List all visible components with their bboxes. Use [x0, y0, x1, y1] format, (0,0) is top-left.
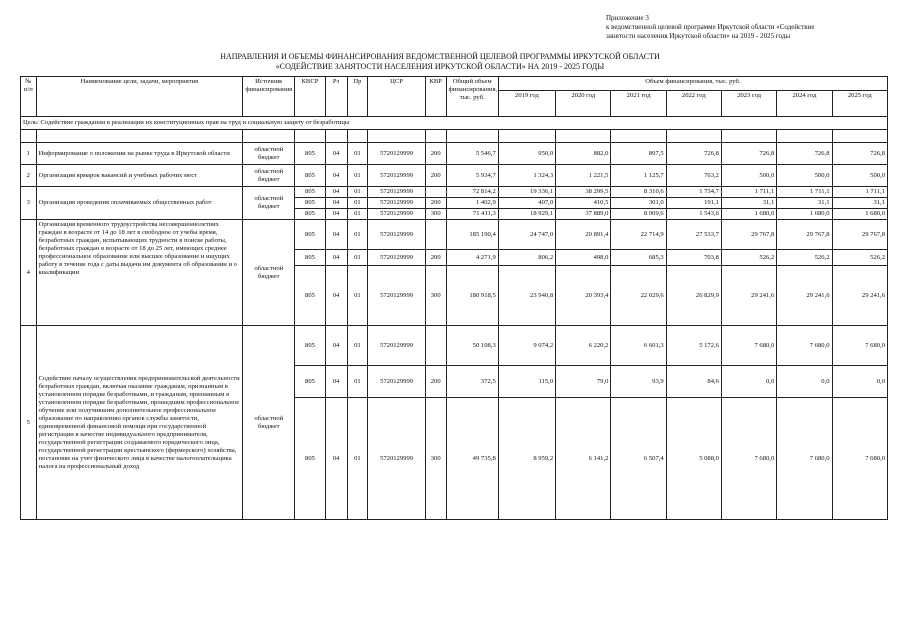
- header-source: Источник финансирования: [243, 77, 295, 117]
- cell-kcsr: 5720129999: [368, 209, 425, 220]
- activity-num: 3: [21, 187, 37, 220]
- cell-2022: 5 088,0: [666, 398, 721, 520]
- cell-kvr: 300: [425, 398, 446, 520]
- cell-kvr: 300: [425, 209, 446, 220]
- cell-2023: 1 711,1: [721, 187, 776, 198]
- cell-pr: 01: [347, 266, 368, 326]
- header-year-2022: 2022 год: [666, 91, 721, 117]
- cell-2021: 22 714,9: [611, 220, 666, 250]
- cell-kvsr: 805: [295, 398, 325, 520]
- cell-rz: 04: [325, 187, 347, 198]
- header-year-2025: 2025 год: [832, 91, 887, 117]
- cell-2019: 8 959,2: [498, 398, 555, 520]
- cell-rz: 04: [325, 198, 347, 209]
- activity-name: Содействие началу осуществления предпринимательской деятельности безработных граждан, включая оказание гражданам, признанным в установленном порядке безработными, и гражданам, признанным в установленном порядке безработными, прошедшим профессиональное обучение или получившим дополнительное профессиональное образование по направлению органов службы занятости, единовременной финансовой помощи при государственной регистрации в качестве индивидуального предпринимателя, государственной регистрации создаваемого юридического лица, государственной регистрации крестьянского (фермерского) хозяйства, постановке на учет физического лица в качестве налогоплательщика налога на профессиональный доход: [36, 326, 243, 520]
- activity-num: 4: [21, 220, 37, 326]
- table-row: [21, 220, 888, 250]
- activity-num: 5: [21, 326, 37, 520]
- cell-pr: 01: [347, 143, 368, 165]
- cell-kvr: [425, 187, 446, 198]
- cell-kcsr: 5720129999: [368, 220, 425, 250]
- cell-2023: 0,0: [721, 366, 776, 398]
- cell-rz: 04: [325, 266, 347, 326]
- header-total: Общий объем финансирования, тыс. руб.: [446, 77, 498, 117]
- cell-2022: 191,1: [666, 198, 721, 209]
- header-num: № п/п: [21, 77, 37, 117]
- cell-2020: 20 891,4: [556, 220, 611, 250]
- header-year-2021: 2021 год: [611, 91, 666, 117]
- cell-kvr: 200: [425, 250, 446, 266]
- cell-2024: 726,8: [777, 143, 832, 165]
- cell-2025: 29 767,8: [832, 220, 887, 250]
- activity-name: Организация проведения оплачиваемых общественных работ: [36, 187, 243, 220]
- document-title: [120, 52, 760, 72]
- cell-kvr: 200: [425, 198, 446, 209]
- table-row: [21, 143, 888, 165]
- cell-rz: 04: [325, 366, 347, 398]
- cell-2020: 79,0: [556, 366, 611, 398]
- cell-2021: 8 009,6: [611, 209, 666, 220]
- cell-2019: 23 940,8: [498, 266, 555, 326]
- cell-kvsr: 805: [295, 250, 325, 266]
- cell-total: 71 411,3: [446, 209, 498, 220]
- cell-2024: 1 711,1: [777, 187, 832, 198]
- header-rz: Рз: [325, 77, 347, 117]
- cell-2024: 500,0: [777, 165, 832, 187]
- cell-kvr: [425, 220, 446, 250]
- funding-source: областной бюджет: [243, 187, 295, 220]
- cell-2024: 0,0: [777, 366, 832, 398]
- cell-kcsr: 5720129999: [368, 250, 425, 266]
- cell-2022: 763,2: [666, 165, 721, 187]
- cell-2020: 498,0: [556, 250, 611, 266]
- cell-kvsr: 805: [295, 187, 325, 198]
- cell-kcsr: 5720129999: [368, 143, 425, 165]
- cell-2022: 703,8: [666, 250, 721, 266]
- cell-2023: 500,0: [721, 165, 776, 187]
- cell-2022: 1 543,6: [666, 209, 721, 220]
- cell-2025: 29 241,6: [832, 266, 887, 326]
- cell-kcsr: 5720129999: [368, 326, 425, 366]
- header-year-2020: 2020 год: [556, 91, 611, 117]
- cell-kcsr: 5720129999: [368, 187, 425, 198]
- cell-2022: 84,6: [666, 366, 721, 398]
- cell-2022: 26 829,9: [666, 266, 721, 326]
- cell-2021: 93,9: [611, 366, 666, 398]
- cell-2025: 7 680,0: [832, 326, 887, 366]
- cell-rz: 04: [325, 250, 347, 266]
- cell-2021: 685,3: [611, 250, 666, 266]
- cell-kvr: 200: [425, 165, 446, 187]
- cell-total: 5 546,7: [446, 143, 498, 165]
- cell-total: 72 814,2: [446, 187, 498, 198]
- cell-total: 1 402,9: [446, 198, 498, 209]
- cell-2020: 6 141,2: [556, 398, 611, 520]
- header-kvr: КВР: [425, 77, 446, 117]
- cell-2020: 37 889,0: [556, 209, 611, 220]
- activity-name: Организация ярмарок вакансий и учебных рабочих мест: [36, 165, 243, 187]
- cell-2021: 6 507,4: [611, 398, 666, 520]
- cell-pr: 01: [347, 198, 368, 209]
- cell-2024: 1 680,0: [777, 209, 832, 220]
- cell-2019: 18 929,1: [498, 209, 555, 220]
- cell-pr: 01: [347, 187, 368, 198]
- cell-2020: 410,5: [556, 198, 611, 209]
- cell-2023: 29 767,8: [721, 220, 776, 250]
- cell-rz: 04: [325, 165, 347, 187]
- cell-2022: 5 172,6: [666, 326, 721, 366]
- cell-kvsr: 805: [295, 366, 325, 398]
- cell-2025: 0,0: [832, 366, 887, 398]
- header-year-2019: 2019 год: [498, 91, 555, 117]
- cell-total: 5 934,7: [446, 165, 498, 187]
- cell-2023: 1 680,0: [721, 209, 776, 220]
- cell-2025: 1 711,1: [832, 187, 887, 198]
- header-kvsr: КВСР: [295, 77, 325, 117]
- cell-2020: 1 221,5: [556, 165, 611, 187]
- cell-total: 50 108,3: [446, 326, 498, 366]
- cell-2025: 726,8: [832, 143, 887, 165]
- cell-2020: 882,0: [556, 143, 611, 165]
- table-row: [21, 187, 888, 198]
- cell-2021: 1 125,7: [611, 165, 666, 187]
- cell-2021: 22 029,6: [611, 266, 666, 326]
- cell-2022: 27 533,7: [666, 220, 721, 250]
- cell-2024: 7 680,0: [777, 398, 832, 520]
- cell-2019: 9 074,2: [498, 326, 555, 366]
- cell-kcsr: 5720129999: [368, 398, 425, 520]
- cell-2023: 29 241,6: [721, 266, 776, 326]
- funding-source: областной бюджет: [243, 326, 295, 520]
- cell-kvr: [425, 326, 446, 366]
- cell-kvsr: 805: [295, 220, 325, 250]
- cell-kcsr: 5720129999: [368, 266, 425, 326]
- funding-source: областной бюджет: [243, 165, 295, 187]
- header-year-2023: 2023 год: [721, 91, 776, 117]
- cell-pr: 01: [347, 366, 368, 398]
- cell-2019: 115,0: [498, 366, 555, 398]
- cell-2023: 7 680,0: [721, 398, 776, 520]
- cell-kvsr: 805: [295, 165, 325, 187]
- cell-2024: 526,2: [777, 250, 832, 266]
- cell-pr: 01: [347, 326, 368, 366]
- cell-2019: 24 747,0: [498, 220, 555, 250]
- cell-kvsr: 805: [295, 326, 325, 366]
- cell-2021: 301,0: [611, 198, 666, 209]
- cell-2025: 526,2: [832, 250, 887, 266]
- cell-2025: 7 680,0: [832, 398, 887, 520]
- cell-2019: 950,0: [498, 143, 555, 165]
- cell-2024: 31,1: [777, 198, 832, 209]
- funding-source: областной бюджет: [243, 220, 295, 326]
- cell-kvsr: 805: [295, 266, 325, 326]
- title-line-2: «СОДЕЙСТВИЕ ЗАНЯТОСТИ НАСЕЛЕНИЯ ИРКУТСКОЙ ОБЛАСТИ» НА 2019 - 2025 ГОДЫ: [275, 62, 605, 71]
- cell-2019: 1 324,3: [498, 165, 555, 187]
- activity-num: 1: [21, 143, 37, 165]
- funding-source: областной бюджет: [243, 143, 295, 165]
- appendix-line-1: Приложение 3: [606, 14, 649, 22]
- cell-2019: 806,2: [498, 250, 555, 266]
- cell-pr: 01: [347, 220, 368, 250]
- cell-pr: 01: [347, 398, 368, 520]
- cell-kcsr: 5720129999: [368, 366, 425, 398]
- cell-2023: 726,8: [721, 143, 776, 165]
- financing-table: [20, 76, 888, 520]
- cell-2023: 7 680,0: [721, 326, 776, 366]
- header-pr: Пр: [347, 77, 368, 117]
- cell-2024: 7 680,0: [777, 326, 832, 366]
- cell-2019: 19 336,1: [498, 187, 555, 198]
- cell-kvsr: 805: [295, 143, 325, 165]
- header-year-2024: 2024 год: [777, 91, 832, 117]
- cell-2021: 897,5: [611, 143, 666, 165]
- spacer-row: [21, 130, 888, 143]
- cell-2019: 407,0: [498, 198, 555, 209]
- cell-kvsr: 805: [295, 198, 325, 209]
- header-name: Наименование цели, задачи, мероприятия: [36, 77, 243, 117]
- goal-row: Цель: Содействие гражданам в реализации их конституционных прав на труд и социальную защиту от безработицы: [21, 117, 888, 130]
- appendix-line-2: к ведомственной целевой программе Иркутской области «Содействие: [606, 23, 815, 31]
- activity-name: Организация временного трудоустройства несовершеннолетних граждан в возрасте от 14 до 18 лет в свободное от учебы время, безработных граждан, испытывающих трудности в поиске работы, безработных граждан в возрасте от 18 до 25 лет, имеющих среднее профессиональное образование или высшее образование и ищущих работу в течение года с даты выдачи им документа об образовании и о квалификации: [36, 220, 243, 326]
- cell-2021: 8 310,6: [611, 187, 666, 198]
- cell-2025: 1 680,0: [832, 209, 887, 220]
- cell-rz: 04: [325, 398, 347, 520]
- cell-2023: 526,2: [721, 250, 776, 266]
- cell-2025: 500,0: [832, 165, 887, 187]
- cell-rz: 04: [325, 209, 347, 220]
- cell-total: 4 271,9: [446, 250, 498, 266]
- cell-2020: 20 393,4: [556, 266, 611, 326]
- appendix-note: [606, 14, 896, 41]
- header-kcsr: ЦСР: [368, 77, 425, 117]
- title-line-1: НАПРАВЛЕНИЯ И ОБЪЕМЫ ФИНАНСИРОВАНИЯ ВЕДОМСТВЕННОЙ ЦЕЛЕВОЙ ПРОГРАММЫ ИРКУТСКОЙ ОБЛАСТИ: [220, 52, 660, 61]
- header-by-year: Объем финансирования, тыс. руб.: [498, 77, 887, 91]
- cell-kcsr: 5720129999: [368, 165, 425, 187]
- table-row: [21, 165, 888, 187]
- cell-2025: 31,1: [832, 198, 887, 209]
- cell-2024: 29 767,8: [777, 220, 832, 250]
- cell-kvr: 300: [425, 266, 446, 326]
- cell-2024: 29 241,6: [777, 266, 832, 326]
- cell-kvr: 200: [425, 143, 446, 165]
- cell-total: 185 190,4: [446, 220, 498, 250]
- cell-pr: 01: [347, 165, 368, 187]
- cell-rz: 04: [325, 143, 347, 165]
- activity-num: 2: [21, 165, 37, 187]
- cell-total: 180 918,5: [446, 266, 498, 326]
- cell-kcsr: 5720129999: [368, 198, 425, 209]
- appendix-line-3: занятости населения Иркутской области» на 2019 - 2025 годы: [606, 32, 791, 40]
- cell-pr: 01: [347, 209, 368, 220]
- cell-total: 372,5: [446, 366, 498, 398]
- cell-2020: 6 220,2: [556, 326, 611, 366]
- cell-2021: 6 601,3: [611, 326, 666, 366]
- cell-rz: 04: [325, 220, 347, 250]
- table-row: [21, 326, 888, 366]
- cell-2022: 726,8: [666, 143, 721, 165]
- cell-2020: 38 299,5: [556, 187, 611, 198]
- cell-2023: 31,1: [721, 198, 776, 209]
- activity-name: Информирование о положении на рынке труда в Иркутской области: [36, 143, 243, 165]
- cell-2022: 1 734,7: [666, 187, 721, 198]
- cell-kvr: 200: [425, 366, 446, 398]
- cell-rz: 04: [325, 326, 347, 366]
- cell-total: 49 735,8: [446, 398, 498, 520]
- cell-kvsr: 805: [295, 209, 325, 220]
- cell-pr: 01: [347, 250, 368, 266]
